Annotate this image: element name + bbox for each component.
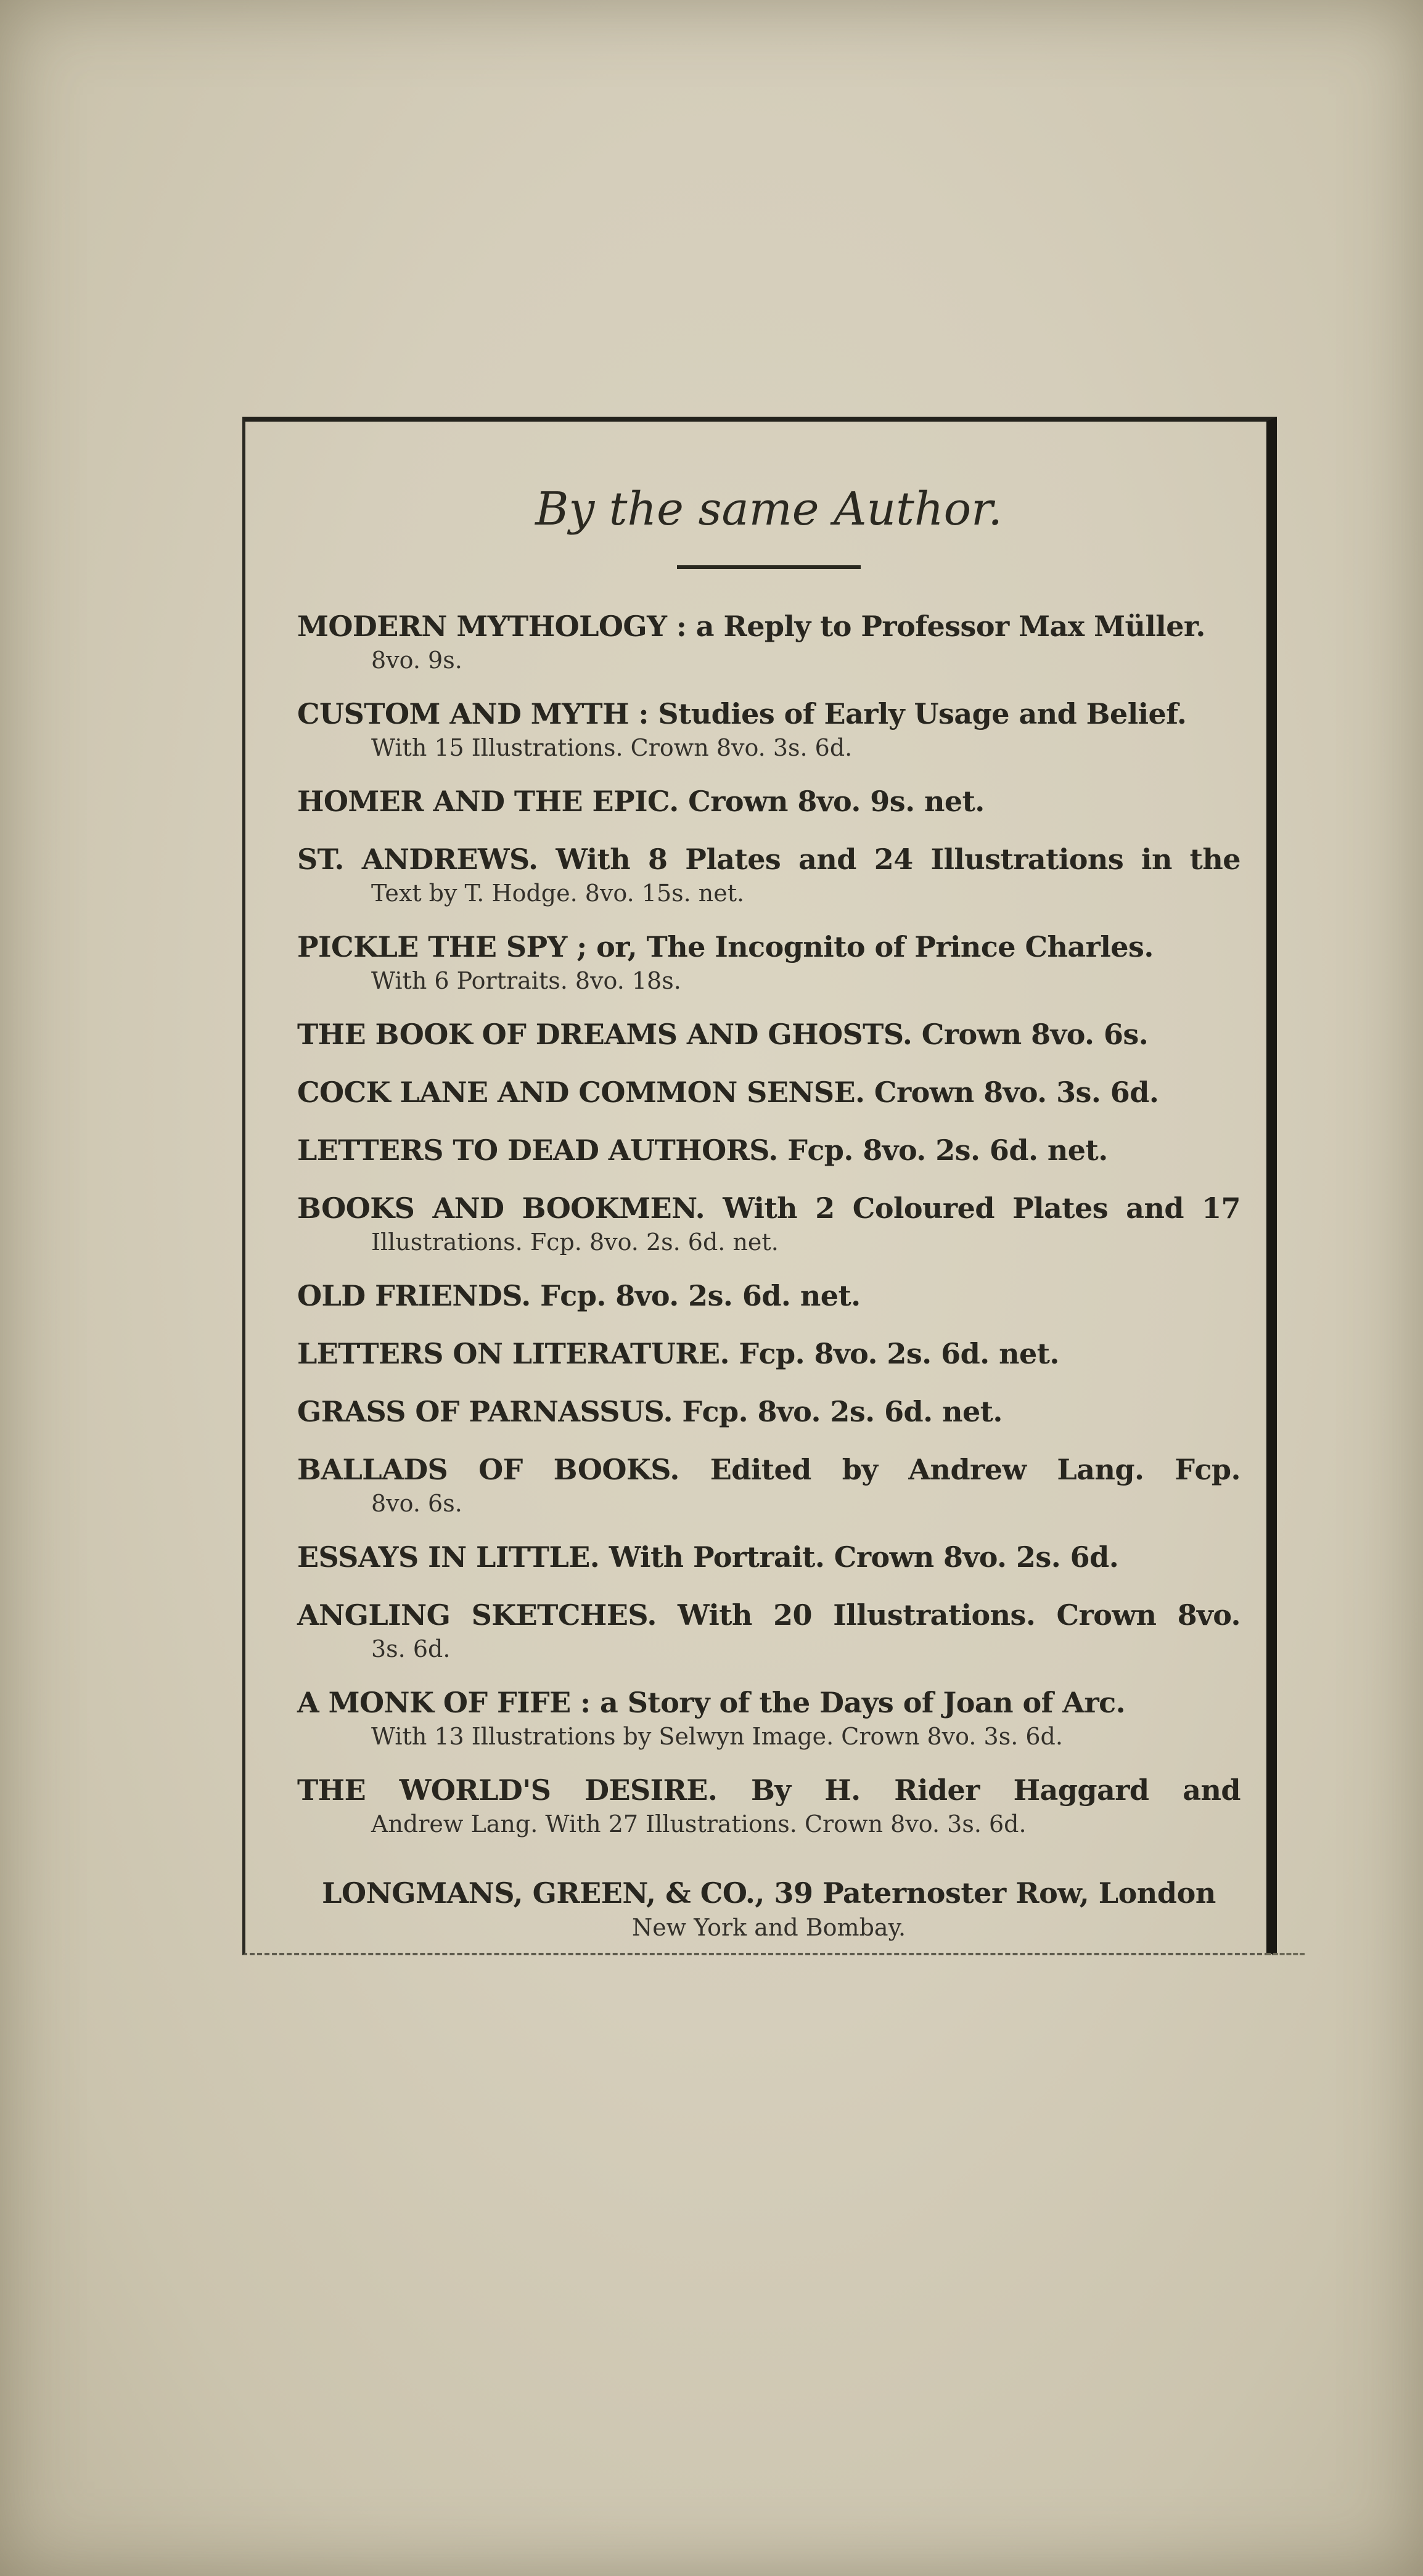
book-entry [297,928,1241,996]
book-entry [297,1335,1241,1373]
book-title-line: BALLADS OF BOOKS. Edited by Andrew Lang. Fcp. [297,1453,1241,1487]
book-detail-line: 3s. 6d. [371,1635,451,1663]
book-detail-line: 8vo. 6s. [371,1490,462,1518]
book-entry [297,840,1241,908]
publisher-imprint [297,1875,1241,1944]
book-entry [297,1015,1241,1053]
book-entry [297,1392,1241,1431]
book-entry [297,1189,1241,1257]
book-title-line: ST. ANDREWS. With 8 Plates and 24 Illustrations in the [297,843,1241,877]
book-title-line: MODERN MYTHOLOGY : a Reply to Professor Max Müller. [297,610,1205,644]
book-entry [297,695,1241,763]
page-title: By the same Author. [535,483,1003,536]
book-title-line: BOOKS AND BOOKMEN. With 2 Coloured Plates and 17 [297,1192,1241,1225]
book-title-line: LETTERS ON LITERATURE. Fcp. 8vo. 2s. 6d. net. [297,1337,1059,1371]
book-title-line: THE WORLD'S DESIRE. By H. Rider Haggard and [297,1773,1241,1807]
book-entry [297,1073,1241,1111]
book-detail-line: Illustrations. Fcp. 8vo. 2s. 6d. net. [371,1229,779,1256]
book-detail-line: With 13 Illustrations by Selwyn Image. Crown 8vo. 3s. 6d. [371,1723,1063,1751]
book-detail-line: Andrew Lang. With 27 Illustrations. Crown 8vo. 3s. 6d. [371,1810,1027,1838]
book-entry [297,1538,1241,1576]
book-title-line: COCK LANE AND COMMON SENSE. Crown 8vo. 3s. 6d. [297,1076,1159,1110]
publisher-line: LONGMANS, GREEN, & CO., 39 Paternoster Row, London [322,1876,1216,1910]
book-entry [297,1450,1241,1518]
title-rule [677,565,861,569]
page-border-frame [242,417,1277,1955]
book-entry [297,1131,1241,1169]
book-entry [297,782,1241,820]
book-title-line: ANGLING SKETCHES. With 20 Illustrations. Crown 8vo. [297,1598,1241,1632]
book-title-line: OLD FRIENDS. Fcp. 8vo. 2s. 6d. net. [297,1279,861,1313]
book-list [297,607,1241,1839]
book-detail-line: Text by T. Hodge. 8vo. 15s. net. [371,880,745,907]
book-entry [297,1277,1241,1315]
book-title-line: PICKLE THE SPY ; or, The Incognito of Prince Charles. [297,930,1154,964]
book-title-line: A MONK OF FIFE : a Story of the Days of Joan of Arc. [297,1686,1126,1720]
book-entry [297,1683,1241,1751]
book-detail-line: With 15 Illustrations. Crown 8vo. 3s. 6d. [371,734,853,762]
book-title-line: ESSAYS IN LITTLE. With Portrait. Crown 8vo. 2s. 6d. [297,1540,1119,1574]
book-title-line: GRASS OF PARNASSUS. Fcp. 8vo. 2s. 6d. net. [297,1395,1003,1429]
book-entry [297,1596,1241,1664]
book-title-line: THE BOOK OF DREAMS AND GHOSTS. Crown 8vo. 6s. [297,1018,1149,1052]
publisher-cities-line: New York and Bombay. [631,1914,906,1942]
book-detail-line: With 6 Portraits. 8vo. 18s. [371,967,681,995]
book-entry [297,1771,1241,1839]
book-title-line: LETTERS TO DEAD AUTHORS. Fcp. 8vo. 2s. 6d. net. [297,1134,1108,1167]
book-entry [297,607,1241,675]
book-title-line: CUSTOM AND MYTH : Studies of Early Usage and Belief. [297,697,1187,731]
book-title-line: HOMER AND THE EPIC. Crown 8vo. 9s. net. [297,785,985,819]
book-detail-line: 8vo. 9s. [371,647,462,674]
